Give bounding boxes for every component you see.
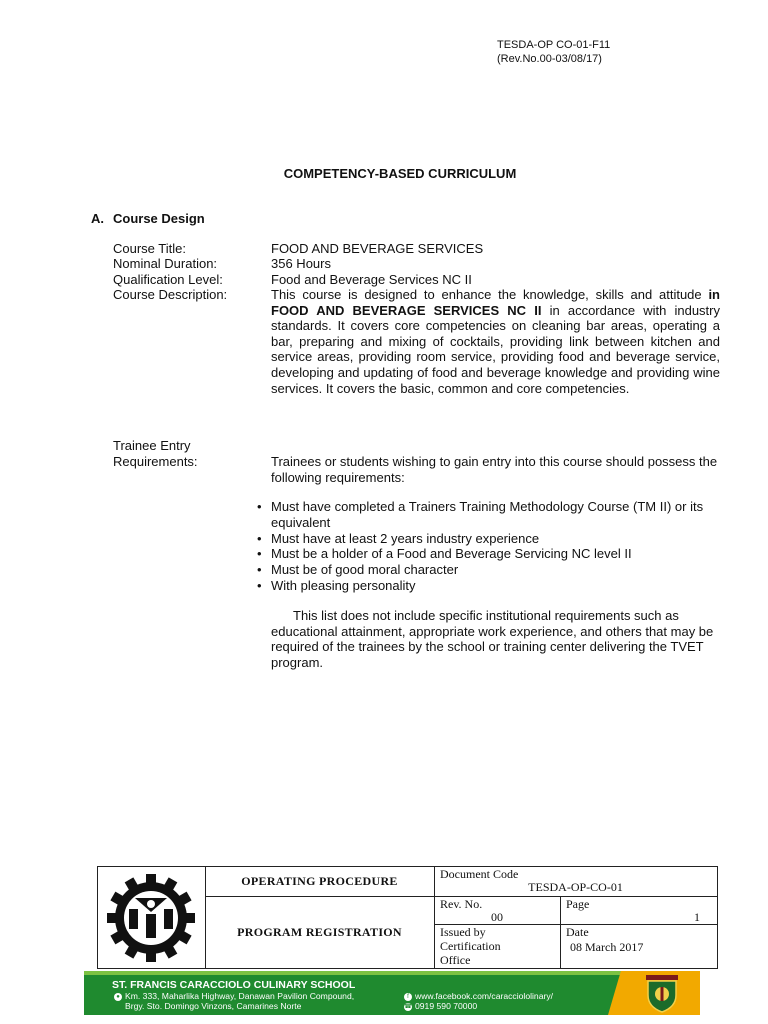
tesda-logo [100, 872, 203, 964]
qualification-value: Food and Beverage Services NC II [271, 272, 472, 287]
entry-label-line1: Trainee Entry [113, 438, 191, 453]
list-item: • With pleasing personality [257, 578, 727, 594]
school-name: ST. FRANCIS CARACCIOLO CULINARY SCHOOL [112, 979, 356, 991]
page-value: 1 [694, 910, 700, 924]
document-reference [497, 38, 610, 66]
page-title: COMPETENCY-BASED CURRICULUM [283, 166, 517, 181]
operating-procedure-label: OPERATING PROCEDURE [241, 874, 398, 888]
list-item: • Must have completed a Trainers Training Methodology Course (TM II) or its equivalent [257, 499, 727, 531]
school-crest-logo [642, 973, 682, 1013]
section-heading [91, 211, 205, 226]
issued-line-3: Office [440, 953, 471, 967]
banner-stripe [84, 971, 700, 975]
requirements-note: This list does not include specific institutional requirements such as educational attainment, appropriate work experience, and others that may be required of the trainees by the school or training center delivering the TVET program. [271, 608, 714, 670]
rev-value: 00 [491, 910, 503, 924]
course-description [271, 287, 720, 396]
school-contact [404, 991, 553, 1011]
revision-number: (Rev.No.00-03/08/17) [497, 53, 602, 65]
issued-line-2: Certification [440, 939, 501, 953]
facebook-link[interactable]: www.facebook.com/caracciololinary/ [415, 991, 554, 1001]
school-address [114, 991, 354, 1011]
description-text-1: This course is designed to enhance the knowledge, skills and attitude [271, 287, 709, 302]
address-line-1: Km. 333, Maharlika Highway, Danawan Pavilion Compound, [125, 991, 355, 1001]
qualification-label: Qualification Level: [113, 272, 223, 287]
doc-code: TESDA-OP CO-01-F11 [497, 39, 611, 51]
doc-code-value: TESDA-OP-CO-01 [528, 880, 623, 894]
issued-by-label [440, 925, 501, 967]
phone-number: 0919 590 70000 [415, 1001, 478, 1011]
document-control-table [97, 866, 718, 969]
page-label: Page [566, 897, 590, 911]
list-item: • Must be of good moral character [257, 562, 727, 578]
school-banner [84, 971, 700, 1015]
entry-label-line2: Requirements: [113, 453, 198, 469]
address-line-2: Brgy. Sto. Domingo Vinzons, Camarines Norte [125, 1001, 302, 1011]
section-letter: A. [91, 211, 104, 226]
course-title-value: FOOD AND BEVERAGE SERVICES [271, 241, 484, 256]
rev-label: Rev. No. [440, 897, 483, 911]
entry-label [113, 438, 198, 469]
location-pin-icon: ● [114, 993, 122, 1001]
description-label: Course Description: [113, 287, 228, 302]
issued-line-1: Issued by [440, 925, 486, 939]
course-title-label: Course Title: [113, 241, 186, 256]
facebook-icon: f [404, 993, 412, 1001]
section-title: Course Design [113, 211, 205, 226]
program-registration-label: PROGRAM REGISTRATION [237, 925, 402, 939]
list-item: • Must have at least 2 years industry experience [257, 531, 727, 547]
description-emphasis: in FOOD AND BEVERAGE SERVICES NC II [271, 287, 720, 318]
doc-code-label: Document Code [440, 867, 519, 881]
duration-label: Nominal Duration: [113, 256, 218, 271]
requirements-list [257, 499, 727, 594]
list-item: • Must be a holder of a Food and Beverage Servicing NC level II [257, 546, 727, 562]
duration-value: 356 Hours [271, 256, 331, 271]
requirements-intro: Trainees or students wishing to gain entry into this course should possess the following requirements: [271, 454, 718, 485]
date-value: 08 March 2017 [570, 940, 644, 954]
phone-icon: ☎ [404, 1003, 412, 1010]
date-label: Date [566, 925, 589, 939]
description-text-2: in accordance with industry standards. It covers core competencies on cleaning bar areas, operating a bar, preparing and mixing of cocktails, providing link between kitchen and service areas, providing room service, providing food and beverage service, developing and updating of food and beverage knowledge and providing wine services. It covers the basic, common and core competencies. [271, 302, 720, 396]
